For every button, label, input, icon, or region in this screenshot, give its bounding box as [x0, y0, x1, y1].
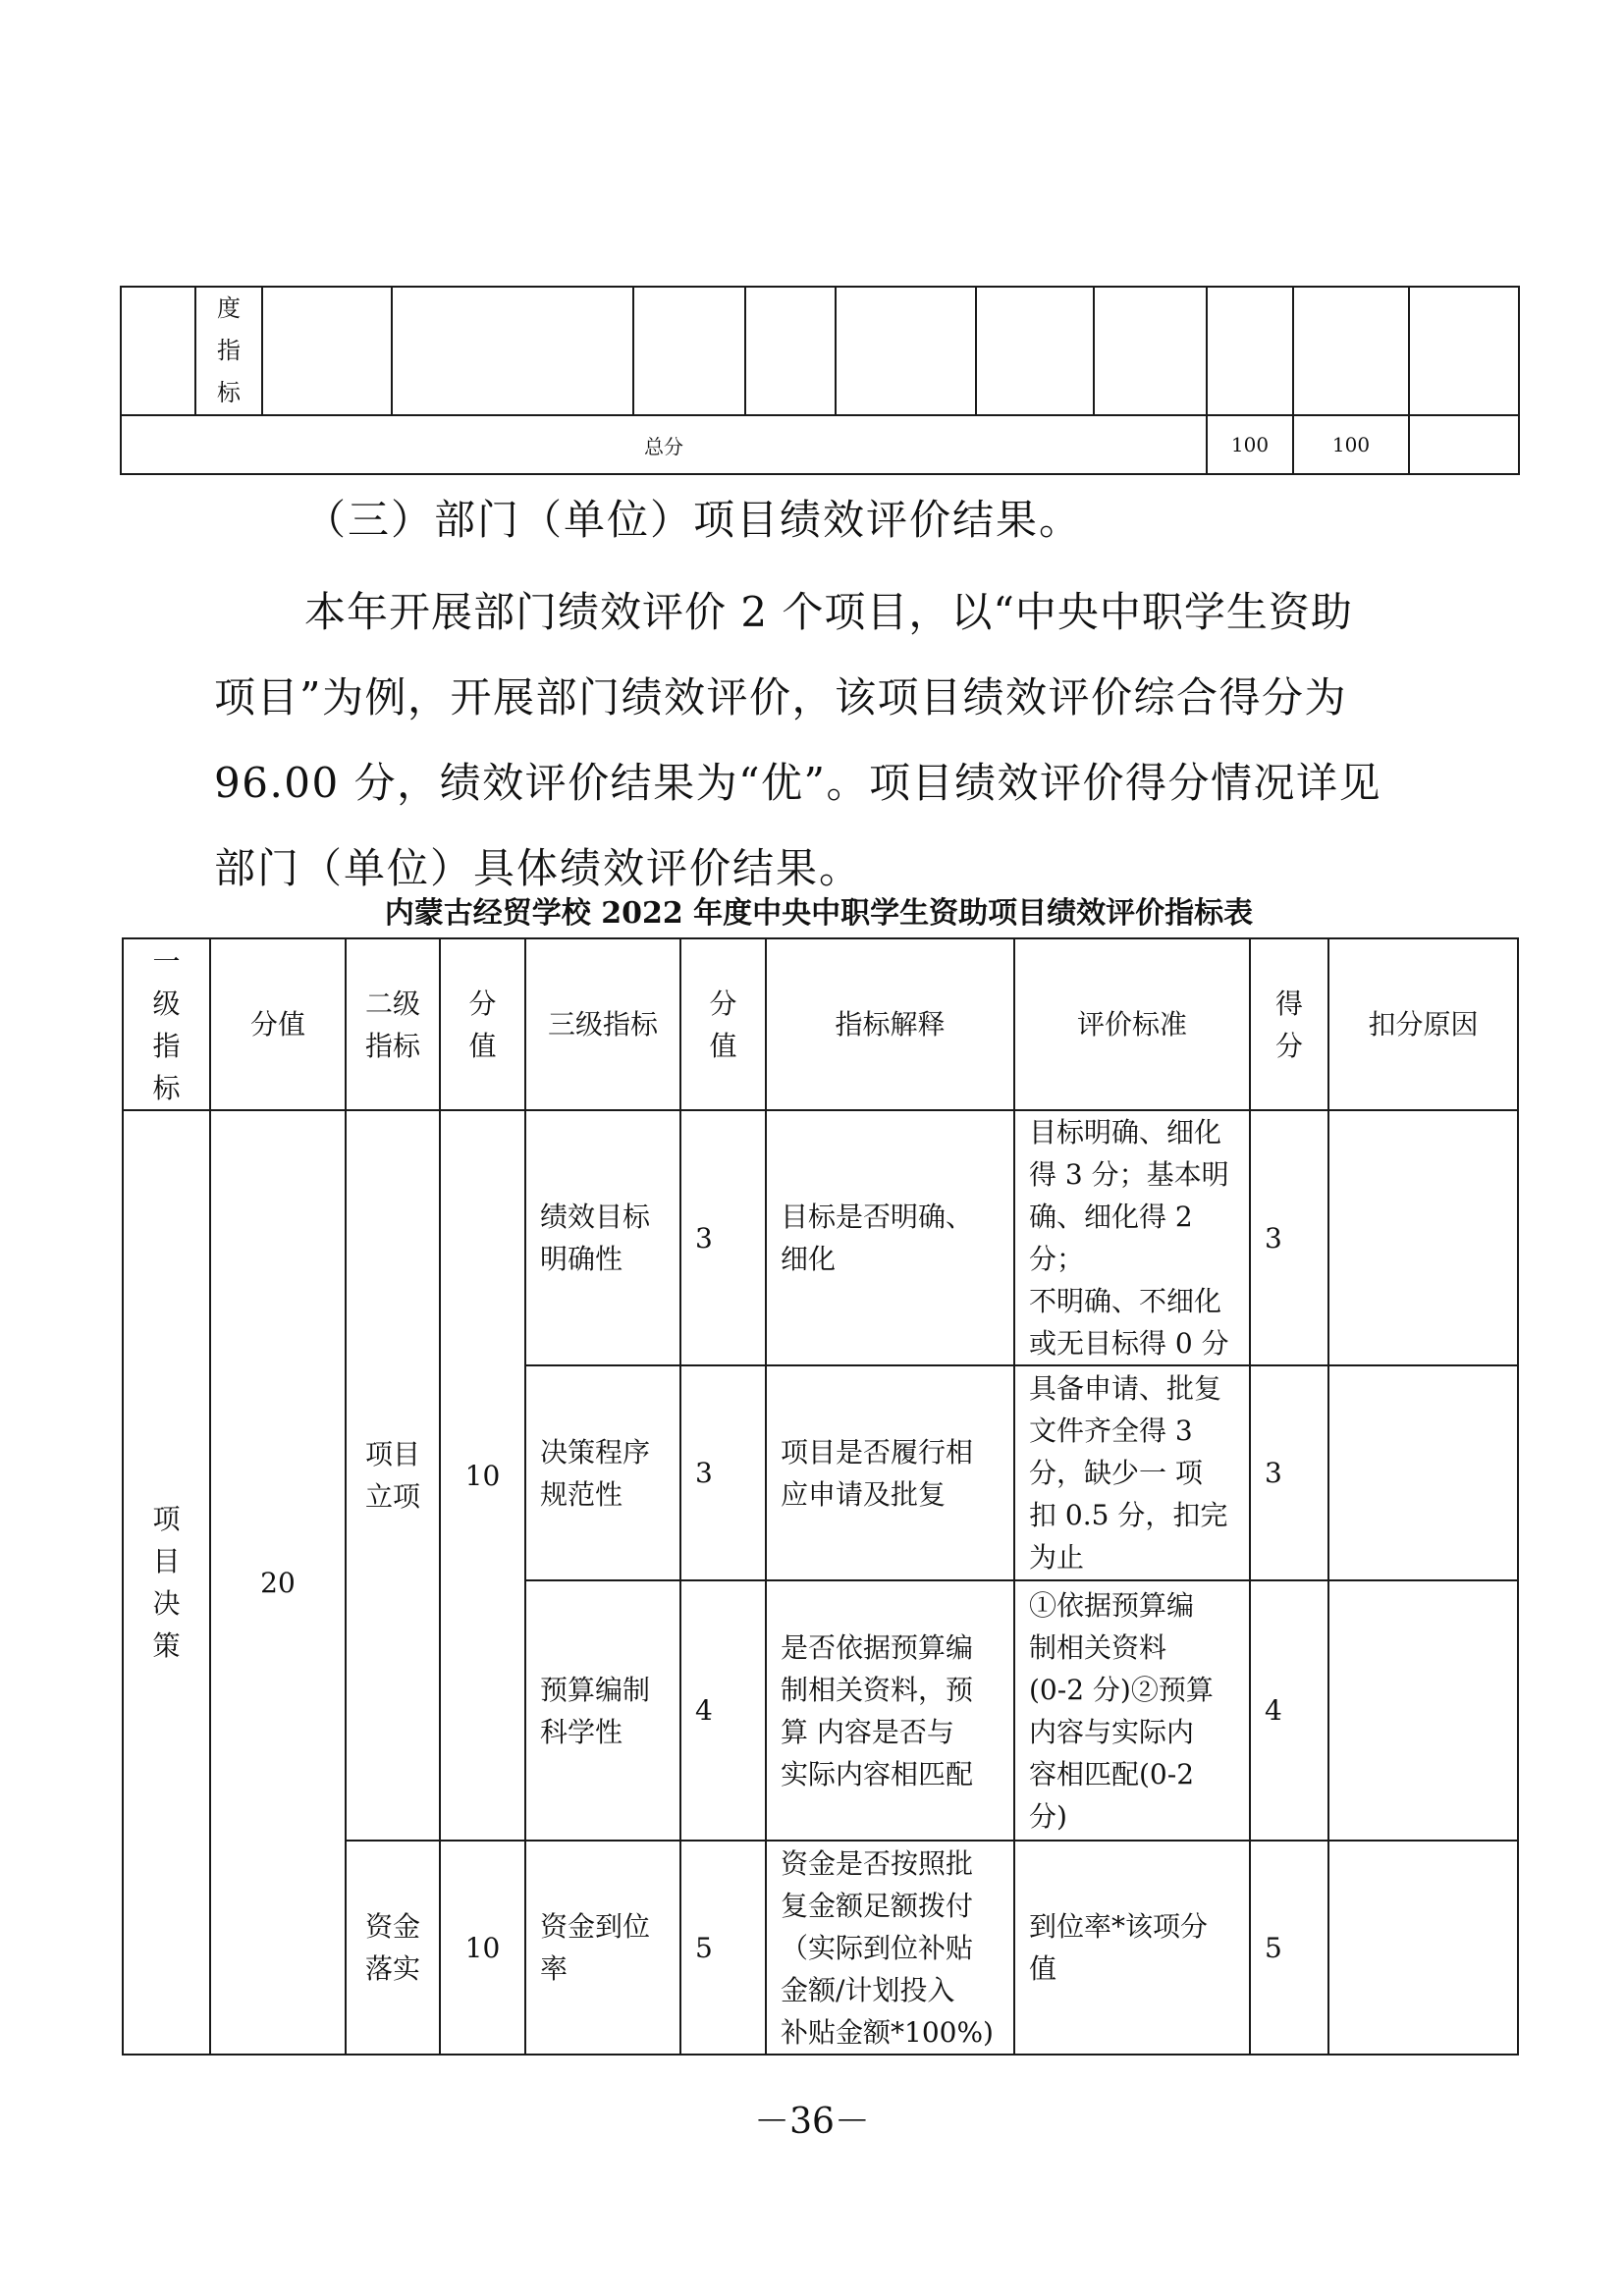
header-reason: 扣分原因 — [1328, 938, 1518, 1110]
explanation-cell: 是否依据预算编 制相关资料，预 算 内容是否与 实际内容相匹配 — [766, 1580, 1014, 1841]
level3-score: 5 — [680, 1841, 766, 2055]
header-level3-score: 分 值 — [680, 938, 766, 1110]
table-header-row — [123, 938, 1518, 1110]
indicator-table — [122, 937, 1519, 2056]
paragraph-line: 本年开展部门绩效评价 2 个项目，以“中央中职学生资助 — [304, 588, 1353, 636]
header-got: 得 分 — [1250, 938, 1328, 1110]
level3-cell: 决策程序 规范性 — [525, 1365, 680, 1580]
criteria-cell: 目标明确、细化 得 3 分；基本明 确、细化得 2 分； 不明确、不细化 或无目标得 0 分 — [1014, 1110, 1250, 1365]
page-number: －36－ — [754, 2102, 870, 2142]
header-level2-score: 分 值 — [440, 938, 525, 1110]
total-row — [121, 415, 1519, 474]
paragraph-line: 96.00 分，绩效评价结果为“优”。项目绩效评价得分情况详见 — [214, 759, 1382, 807]
paragraph-line: 项目”为例，开展部门绩效评价，该项目绩效评价综合得分为 — [214, 673, 1347, 721]
level1-cell: 项 目 决 策 — [123, 1110, 210, 2055]
header-score: 分值 — [210, 938, 346, 1110]
criteria-cell: 具备申请、批复 文件齐全得 3 分，缺少一 项 扣 0.5 分，扣完 为止 — [1014, 1365, 1250, 1580]
total-value: 100 — [1293, 415, 1409, 474]
header-level3: 三级指标 — [525, 938, 680, 1110]
explanation-cell: 目标是否明确、 细化 — [766, 1110, 1014, 1365]
explanation-cell: 项目是否履行相 应申请及批复 — [766, 1365, 1014, 1580]
level3-cell: 资金到位 率 — [525, 1841, 680, 2055]
continuation-table — [120, 286, 1520, 475]
table-row — [121, 287, 1519, 415]
level3-score: 4 — [680, 1580, 766, 1841]
level3-score: 3 — [680, 1365, 766, 1580]
total-value: 100 — [1207, 415, 1293, 474]
table-row — [123, 1110, 1518, 1365]
section-heading: （三）部门（单位）项目绩效评价结果。 — [304, 496, 1083, 544]
header-criteria: 评价标准 — [1014, 938, 1250, 1110]
level3-score: 3 — [680, 1110, 766, 1365]
header-level1: 一 级 指 标 — [123, 938, 210, 1110]
level3-cell: 预算编制 科学性 — [525, 1580, 680, 1841]
got-score: 3 — [1250, 1110, 1328, 1365]
got-score: 3 — [1250, 1365, 1328, 1580]
criteria-cell: ①依据预算编 制相关资料 (0-2 分)②预算 内容与实际内 容相匹配(0-2 分) — [1014, 1580, 1250, 1841]
reason-cell — [1328, 1841, 1518, 2055]
level2-cell: 资金 落实 — [346, 1841, 440, 2055]
reason-cell — [1328, 1580, 1518, 1841]
level1-score: 20 — [210, 1110, 346, 2055]
got-score: 5 — [1250, 1841, 1328, 2055]
explanation-cell: 资金是否按照批 复金额足额拨付 （实际到位补贴 金额/计划投入 补贴金额*100%) — [766, 1841, 1014, 2055]
reason-cell — [1328, 1110, 1518, 1365]
level2-score: 10 — [440, 1841, 525, 2055]
level3-cell: 绩效目标 明确性 — [525, 1110, 680, 1365]
reason-cell — [1328, 1365, 1518, 1580]
vertical-label: 度 指 标 — [195, 287, 262, 415]
got-score: 4 — [1250, 1580, 1328, 1841]
header-level2: 二级 指标 — [346, 938, 440, 1110]
total-label: 总分 — [121, 415, 1207, 474]
header-explanation: 指标解释 — [766, 938, 1014, 1110]
level2-score: 10 — [440, 1110, 525, 1841]
criteria-cell: 到位率*该项分 值 — [1014, 1841, 1250, 2055]
level2-cell: 项目 立项 — [346, 1110, 440, 1841]
paragraph-line: 部门（单位）具体绩效评价结果。 — [214, 844, 863, 892]
table-title: 内蒙古经贸学校 2022 年度中央中职学生资助项目绩效评价指标表 — [384, 896, 1254, 931]
section-paragraph — [214, 569, 1432, 911]
